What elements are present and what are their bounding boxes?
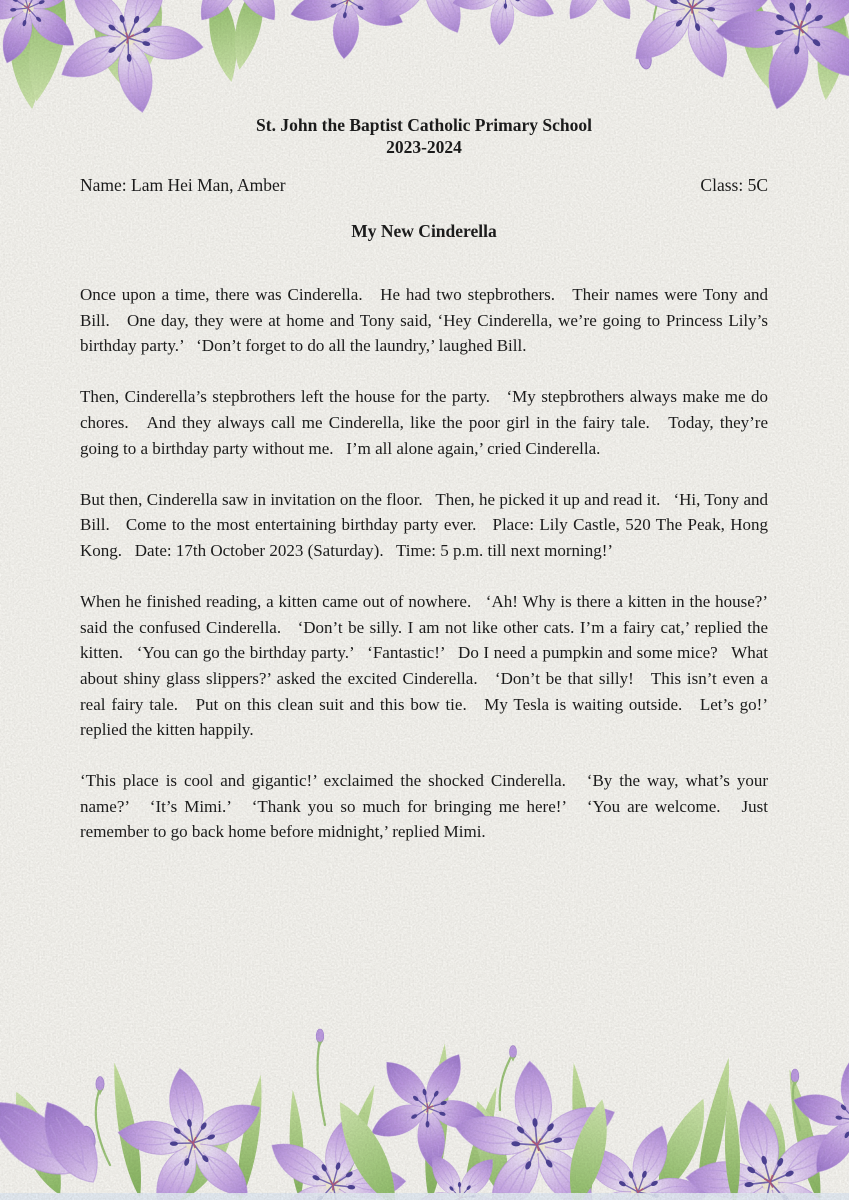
essay-paragraph-4: When he finished reading, a kitten came out of nowhere. ‘Ah! Why is there a kitten in the house?’ said the confused Cinderella. ‘Don’t be silly. I am not like other cats. I’m a fairy cat,’ replied the kitten. ‘You can go the birthday party.’ ‘Fantastic!’ Do I need a pumpkin and some mice? What about shiny glass slippers?’ asked the excited Cinderella. ‘Don’t be that silly! This isn’t even a real fairy tale. Put on this clean suit and this bow tie. My Tesla is waiting outside. Let’s go!’ replied the kitten happily. <box>80 592 773 740</box>
bottom-border-stems <box>96 1040 800 1165</box>
essay-paragraph-3: But then, Cinderella saw in invitation on the floor. Then, he picked it up and read it. ‘Hi, Tony and Bill. Come to the most entertaining birthday party ever. Place: Lily Castle, 520 The Peak, Hong Kong. Date: 17th October 2023 (Saturday). Time: 5 p.m. till next morning!’ <box>80 489 773 560</box>
bottom-border-buds <box>0 1029 799 1192</box>
class-label: Class: 5C <box>700 175 768 195</box>
bottom-border-front-leaves <box>324 1086 743 1200</box>
bottom-border-flowers <box>104 1023 849 1200</box>
essay-paragraph-1: Once upon a time, there was Cinderella. He had two stepbrothers. Their names were Tony and Bill. One day, they were at home and Tony said, ‘Hey Cinderella, we’re going to Princess Lily’s birthday party.’ ‘Don’t forget to do all the laundry,’ laughed Bill. <box>80 285 773 356</box>
essay-title: My New Cinderella <box>351 221 497 241</box>
bottom-border-leaves <box>1 1043 830 1200</box>
school-year: 2023-2024 <box>386 137 462 157</box>
essay-paragraph-2: Then, Cinderella’s stepbrothers left the house for the party. ‘My stepbrothers always make me do chores. And they always call me Cinderella, like the poor girl in the fairy tale. Today, they’re going to a birthday party without me. I’m all alone again,’ cried Cinderella. <box>80 387 773 458</box>
bottom-floral-border <box>0 960 849 1200</box>
name-class-row <box>80 174 768 196</box>
essay-body <box>80 282 773 845</box>
student-name: Name: Lam Hei Man, Amber <box>80 175 286 195</box>
document-content <box>80 0 773 871</box>
essay-paragraph-5: ‘This place is cool and gigantic!’ exclaimed the shocked Cinderella. ‘By the way, what’s your name?’ ‘It’s Mimi.’ ‘Thank you so much for bringing me here!’ ‘You are welcome. Just remember to go back home before midnight,’ replied Mimi. <box>80 771 773 842</box>
school-name: St. John the Baptist Catholic Primary School <box>256 115 592 135</box>
page-bottom-edge <box>0 1193 849 1200</box>
